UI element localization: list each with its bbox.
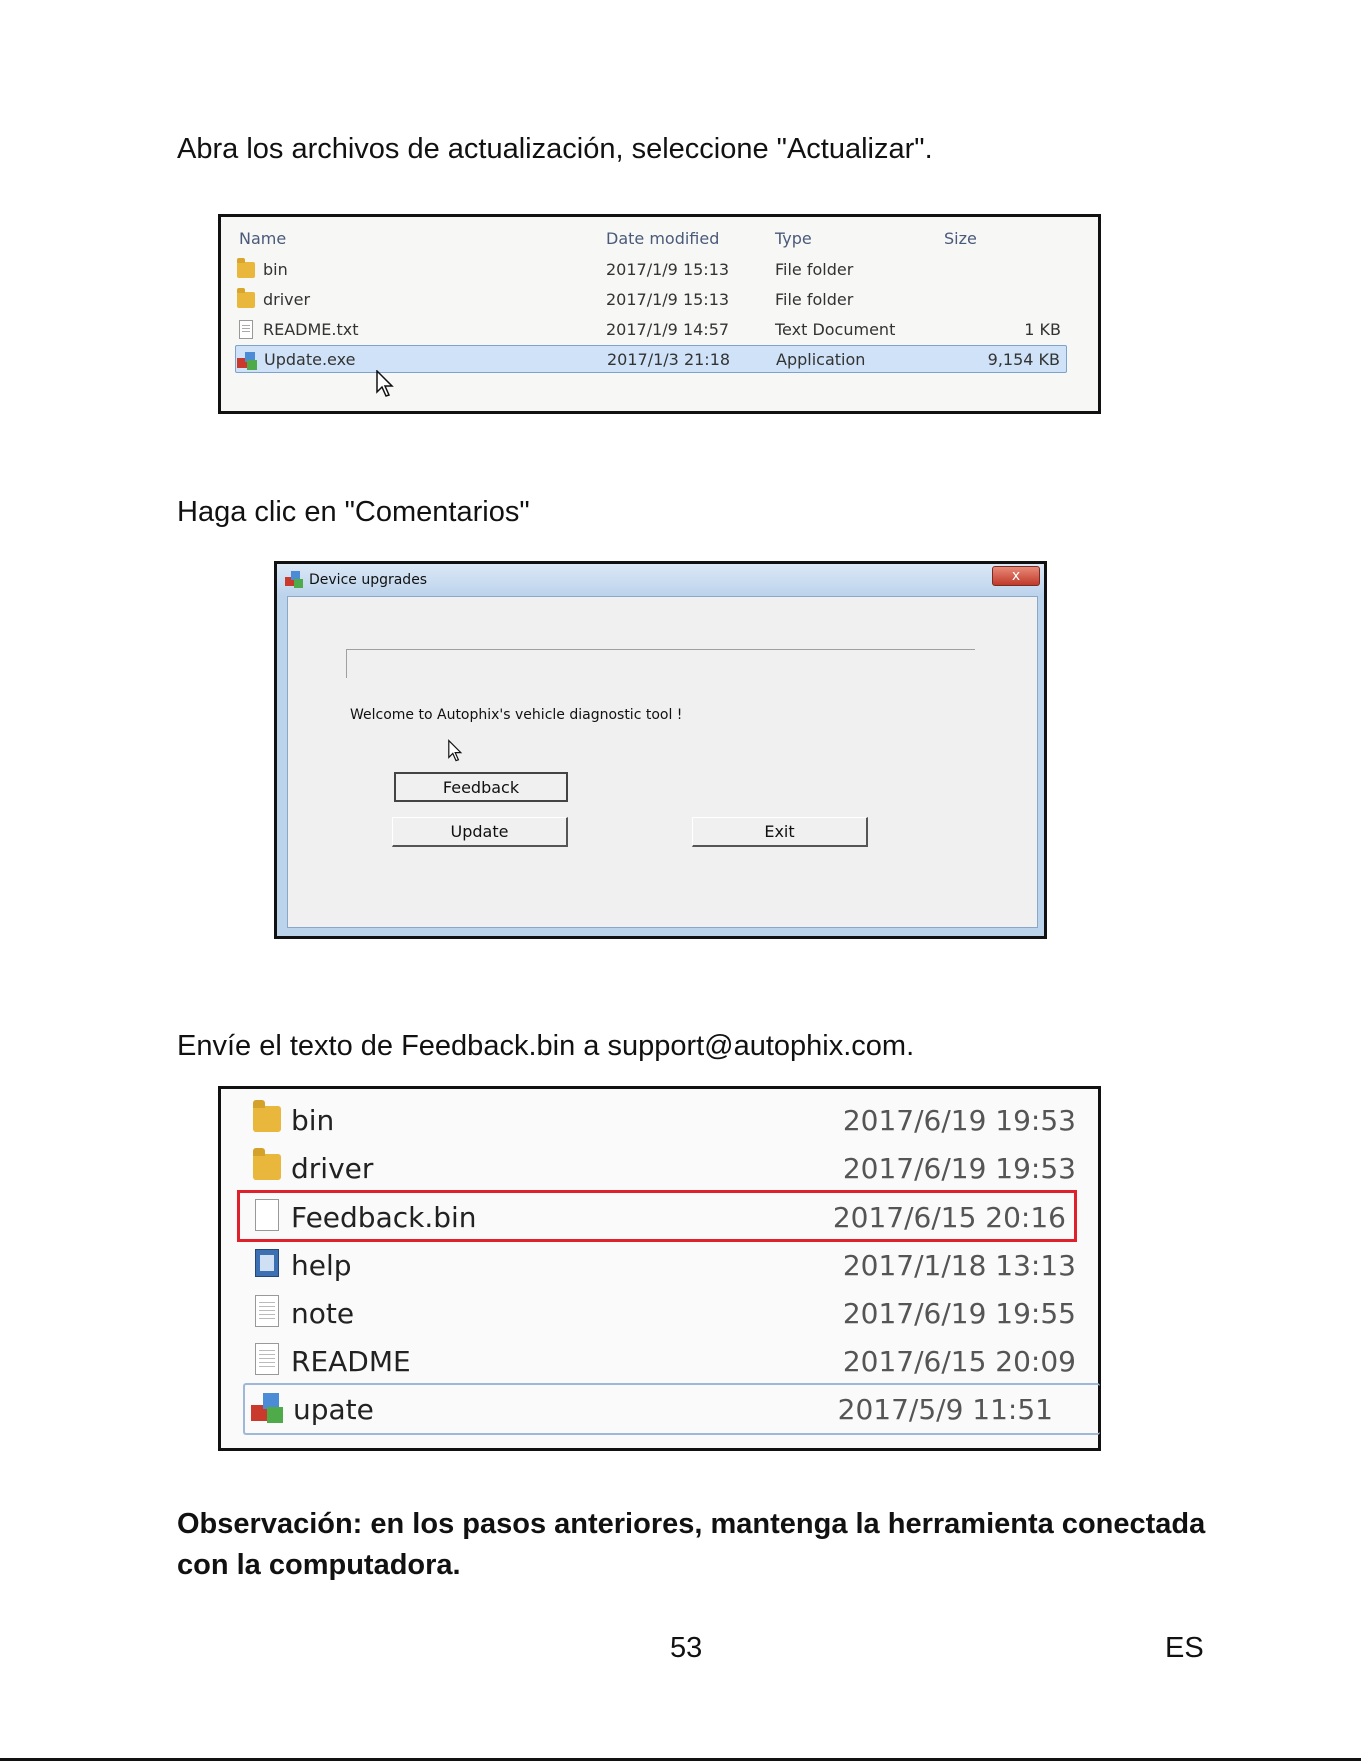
file-date: 2017/1/9 15:13	[606, 260, 730, 279]
file-row-driver[interactable]	[251, 1144, 1076, 1190]
file-type: Text Document	[775, 320, 896, 339]
file-name: note	[291, 1297, 355, 1330]
folder-icon	[253, 1106, 281, 1132]
folder-icon	[237, 262, 255, 278]
feedback-button[interactable]: Feedback	[394, 772, 568, 802]
step1-instruction: Abra los archivos de actualización, seleccione "Actualizar".	[177, 133, 933, 165]
file-row-readme[interactable]	[251, 1337, 1076, 1383]
column-header-type[interactable]: Type	[775, 229, 812, 248]
file-type: File folder	[775, 260, 854, 279]
explorer-screenshot-update	[218, 214, 1101, 414]
text-file-icon	[239, 320, 253, 339]
file-name: Feedback.bin	[291, 1201, 477, 1234]
file-type: File folder	[775, 290, 854, 309]
application-icon	[251, 1391, 283, 1423]
folder-icon	[237, 292, 255, 308]
file-size: 9,154 KB	[987, 350, 1060, 369]
file-row-note[interactable]	[251, 1289, 1076, 1335]
file-size: 1 KB	[1024, 320, 1061, 339]
file-row-help[interactable]	[251, 1241, 1076, 1287]
file-name: help	[291, 1249, 352, 1282]
file-date: 2017/1/18 13:13	[842, 1249, 1076, 1282]
close-button[interactable]: x	[992, 566, 1040, 586]
file-name: README.txt	[263, 320, 359, 339]
column-header-name[interactable]: Name	[239, 229, 287, 248]
file-row-update-exe[interactable]	[235, 345, 1067, 373]
file-row-bin[interactable]	[251, 1096, 1076, 1142]
file-date: 2017/6/19 19:55	[842, 1297, 1076, 1330]
file-date: 2017/1/9 14:57	[606, 320, 730, 339]
progress-bar	[346, 649, 975, 678]
file-name: bin	[263, 260, 288, 279]
file-name: bin	[291, 1104, 335, 1137]
page-number: 53	[670, 1632, 703, 1664]
column-header-date[interactable]: Date modified	[606, 229, 720, 248]
language-code: ES	[1165, 1632, 1204, 1664]
file-name: Update.exe	[264, 350, 356, 369]
text-file-icon	[255, 1295, 279, 1327]
file-row-upate[interactable]	[243, 1383, 1100, 1435]
mouse-cursor-icon	[448, 739, 464, 767]
file-type: Application	[776, 350, 866, 369]
update-button[interactable]: Update	[392, 817, 568, 847]
file-name: README	[291, 1345, 411, 1378]
step3-instruction: Envíe el texto de Feedback.bin a support@autophix.com.	[177, 1030, 915, 1062]
dialog-title: Device upgrades	[309, 572, 428, 588]
file-date: 2017/1/3 21:18	[607, 350, 731, 369]
welcome-message: Welcome to Autophix's vehicle diagnostic tool !	[350, 707, 683, 723]
device-upgrades-dialog	[274, 561, 1047, 939]
dialog-titlebar[interactable]	[277, 564, 1044, 596]
file-date: 2017/1/9 15:13	[606, 290, 730, 309]
file-name: driver	[291, 1152, 374, 1185]
exit-button[interactable]: Exit	[692, 817, 868, 847]
file-row-bin[interactable]	[235, 256, 1067, 284]
dialog-body	[287, 596, 1038, 928]
file-name: upate	[293, 1393, 374, 1426]
application-icon	[285, 570, 303, 588]
blank-file-icon	[255, 1199, 279, 1231]
folder-icon	[253, 1154, 281, 1180]
file-name: driver	[263, 290, 311, 309]
file-date: 2017/6/15 20:16	[832, 1201, 1066, 1234]
file-row-driver[interactable]	[235, 286, 1067, 314]
file-date: 2017/6/19 19:53	[842, 1104, 1076, 1137]
explorer-screenshot-feedback	[218, 1086, 1101, 1451]
application-icon	[237, 350, 257, 370]
text-file-icon	[255, 1343, 279, 1375]
help-file-icon	[255, 1249, 279, 1277]
column-header-size[interactable]: Size	[944, 229, 977, 248]
file-date: 2017/5/9 11:51	[837, 1393, 1053, 1426]
file-date: 2017/6/15 20:09	[842, 1345, 1076, 1378]
file-date: 2017/6/19 19:53	[842, 1152, 1076, 1185]
step2-instruction: Haga clic en "Comentarios"	[177, 496, 530, 528]
connection-note: Observación: en los pasos anteriores, mantenga la herramienta conectada con la computadora.	[177, 1508, 1206, 1581]
file-row-readme[interactable]	[235, 316, 1067, 344]
file-row-feedback-bin[interactable]	[240, 1193, 1074, 1239]
